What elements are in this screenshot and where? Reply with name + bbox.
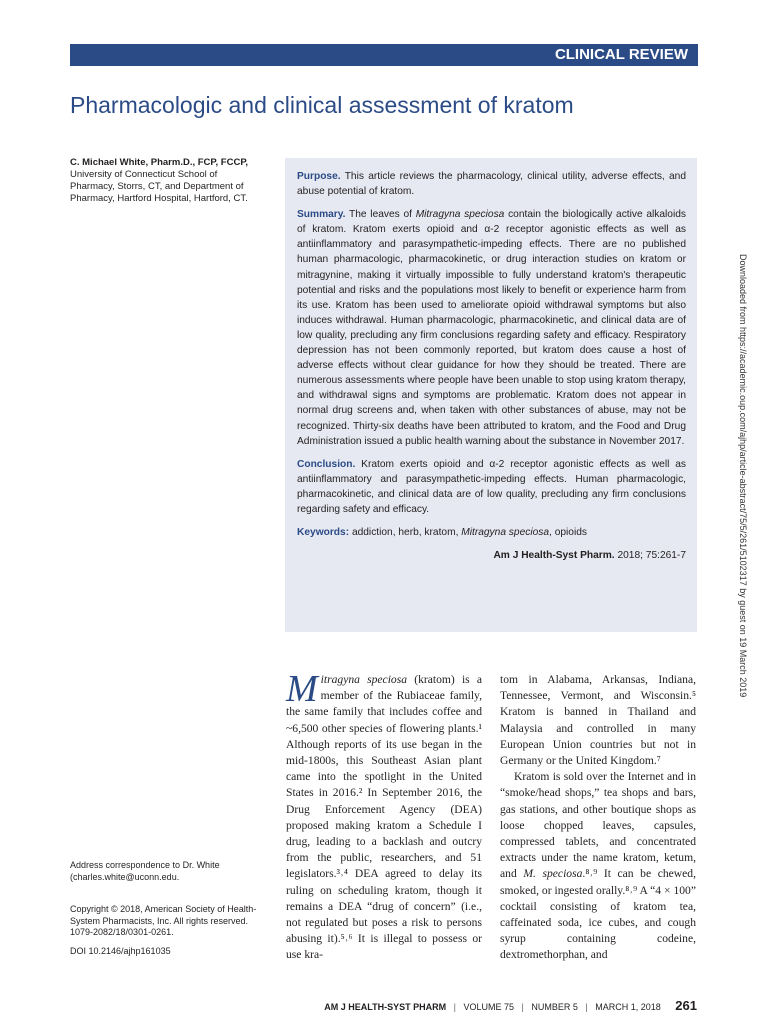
body-paragraph: tom in Alabama, Arkansas, Indiana, Tennessee, Vermont, and Wisconsin.⁵ Kratom is banned in Thailand and Malaysia and controlled in many European Union countries but not in Germany or the United Kingdom.⁷ <box>500 673 696 768</box>
body-paragraph <box>286 668 482 964</box>
conclusion-text: Kratom exerts opioid and α-2 receptor agonistic effects as well as antiinflammatory and parasympathetic-impeding effects. Human pharmacologic, pharmacokinetic, and clinical data are of low quality, precluding any firm conclusions regarding safety and efficacy. <box>297 458 686 515</box>
body-column-left <box>286 668 482 964</box>
footer-volume: VOLUME 75 <box>463 1002 514 1012</box>
footer-separator: | <box>521 1002 524 1012</box>
citation-detail: 2018; 75:261-7 <box>617 550 686 562</box>
summary-italic: Mitragyna speciosa <box>415 209 505 221</box>
page-number: 261 <box>675 998 697 1013</box>
body-text: Kratom is sold over the Internet and in “smoke/head shops,” tea shops and bars, gas stations, and other boutique shops as loose chopped leaves, capsules, compressed tablets, and concentrated extracts under the name kratom, ketum, and <box>500 770 696 881</box>
footer-journal: AM J HEALTH-SYST PHARM <box>324 1002 447 1012</box>
body-text: (kratom) is a member of the Rubiaceae family, the same family that includes coffee and ~6,500 other species of flowering plants.¹ Although reports of its use began in the mid-1800s, this Southeast Asian plant came into the spotlight in the United States in 2016.² In September 2016, the Drug Enforcement Agency (DEA) proposed making kratom a Schedule I drug, leading to a backlash and outcry from the public, researchers, and 51 legislators.³˒⁴ DEA agreed to delay its ruling on scheduling kratom, though it remains a DEA “drug of concern” (i.e., not regulated but poses a risk to persons abusing it).⁵˒⁶ It is illegal to possess or use kra- <box>286 673 482 962</box>
abstract-keywords <box>297 525 686 540</box>
footer-number: NUMBER 5 <box>531 1002 578 1012</box>
abstract-purpose <box>297 169 686 199</box>
author-block <box>70 157 260 205</box>
correspondence-address: Address correspondence to Dr. White (charles.white@uconn.edu. <box>70 860 220 882</box>
keywords-italic: Mitragyna speciosa <box>461 527 550 539</box>
citation-journal: Am J Health-Syst Pharm. <box>493 550 615 562</box>
footer-separator: | <box>585 1002 588 1012</box>
download-note: Downloaded from https://academic.oup.com/ajhp/article-abstract/75/5/261/5102317 by guest on 19 March 2019 <box>738 254 748 698</box>
abstract-box <box>285 158 697 632</box>
page-footer <box>285 996 697 1016</box>
purpose-text: This article reviews the pharmacology, clinical utility, adverse effects, and abuse potential of kratom. <box>297 171 687 198</box>
doi: DOI 10.2146/ajhp161035 <box>70 946 171 956</box>
footer-date: MARCH 1, 2018 <box>595 1002 661 1012</box>
keywords-post: , opioids <box>549 527 587 539</box>
keywords-pre: addiction, herb, kratom, <box>351 527 459 539</box>
citation <box>297 548 686 563</box>
summary-text: contain the biologically active alkaloids of kratom. Kratom exerts opioid and α-2 receptor agonistic effects as well as antiinflammatory and parasympathetic-impeding effects. There are no published human pharmacologic, pharmacokinetic, or drug interaction studies on kratom or mitragynine, making it virtually impossible to fully understand kratom's therapeutic potential and risks and the populations most likely to benefit or experience harm from its use. Kratom has been used to ameliorate opioid withdrawal symptoms but also induces withdrawal. Human pharmacologic, pharmacokinetic, and clinical data are of low quality, precluding any firm conclusions regarding safety and efficacy. Respiratory depression has not been commonly reported, but kratom does cause a host of adverse effects without clear guidance for how they should be treated. There are numerous assessments where people have been unable to stop using kratom therapy, and withdrawal signs and symptoms are problematic. Kratom does not appear in normal drug screens and, when taken with other substances of abuse, may not be recognized. Thirty-six deaths have been attributed to kratom, and the Food and Drug Administration issued a public health warning about the substance in November 2017. <box>297 209 686 447</box>
summary-label: Summary. <box>297 209 346 221</box>
copyright-notice: Copyright © 2018, American Society of Health-System Pharmacists, Inc. All rights reserved. 1079-2082/18/0301-0261. <box>70 904 257 937</box>
conclusion-label: Conclusion. <box>297 458 356 470</box>
body-italic: itragyna speciosa <box>320 673 408 686</box>
keywords-label: Keywords: <box>297 527 350 539</box>
article-title: Pharmacologic and clinical assessment of kratom <box>70 92 574 118</box>
purpose-label: Purpose. <box>297 171 341 182</box>
footer-separator: | <box>453 1002 456 1012</box>
summary-pre: The leaves of <box>349 209 412 221</box>
section-banner: CLINICAL REVIEW <box>70 44 698 66</box>
body-italic: M. speciosa <box>523 867 583 881</box>
body-column-right <box>500 672 696 964</box>
abstract-conclusion <box>297 457 686 517</box>
body-text: .⁸˒⁹ It can be chewed, smoked, or ingested orally.⁸˒⁹ A “4 × 100” cocktail consisting of kratom tea, caffeinated soda, ice cubes, and cough syrup containing codeine, dextromethorphan, and <box>500 867 697 962</box>
abstract-summary <box>297 207 686 449</box>
body-paragraph <box>500 769 696 963</box>
drop-cap: M <box>286 668 318 710</box>
author-name: C. Michael White, Pharm.D., FCP, FCCP, <box>70 157 249 168</box>
author-affiliation: University of Connecticut School of Pharmacy, Storrs, CT, and Department of Pharmacy, Hartford Hospital, Hartford, CT. <box>70 169 248 204</box>
